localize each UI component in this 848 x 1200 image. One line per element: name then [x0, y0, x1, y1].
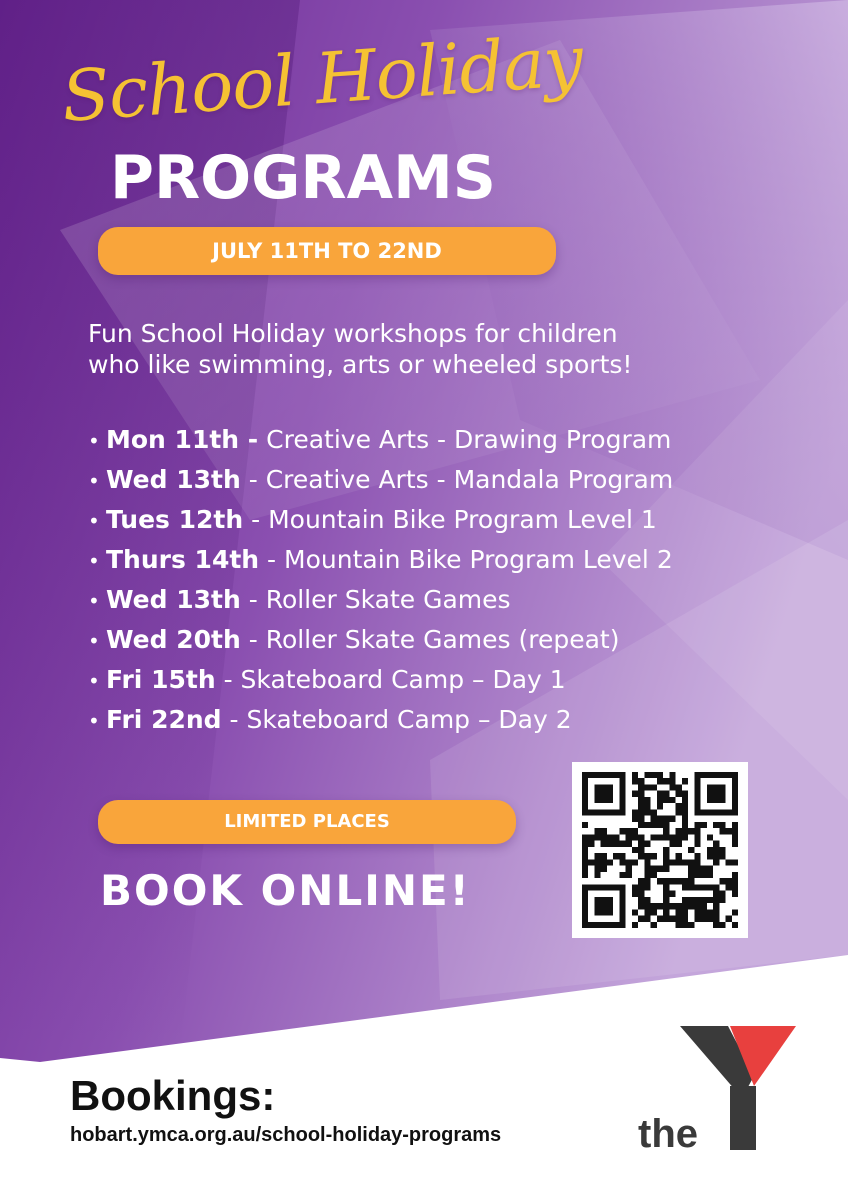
schedule-day: Wed 20th — [106, 625, 241, 654]
schedule-item — [88, 580, 788, 620]
schedule-item — [88, 660, 788, 700]
schedule-program: - Skateboard Camp – Day 2 — [221, 705, 572, 734]
bullet-icon: • — [88, 669, 100, 693]
schedule-item — [88, 500, 788, 540]
schedule-program: - Skateboard Camp – Day 1 — [215, 665, 566, 694]
bullet-icon: • — [88, 429, 100, 453]
schedule-item — [88, 540, 788, 580]
main-title: PROGRAMS — [110, 143, 496, 213]
schedule-day: Thurs 14th — [106, 545, 260, 574]
schedule-program: Creative Arts - Drawing Program — [258, 425, 672, 454]
bullet-icon: • — [88, 469, 100, 493]
schedule-day: Fri 22nd — [106, 705, 222, 734]
schedule-list — [88, 420, 788, 740]
bookings-url-link[interactable]: hobart.ymca.org.au/school-holiday-programs — [70, 1124, 502, 1146]
schedule-item — [88, 420, 788, 460]
schedule-program: - Roller Skate Games (repeat) — [240, 625, 620, 654]
schedule-program: - Mountain Bike Program Level 2 — [259, 545, 673, 574]
schedule-program: - Mountain Bike Program Level 1 — [243, 505, 657, 534]
bookings-label: Bookings: — [70, 1072, 276, 1119]
schedule-program: - Roller Skate Games — [240, 585, 511, 614]
schedule-day: Mon 11th - — [106, 425, 259, 454]
intro-line-1: Fun School Holiday workshops for children — [88, 319, 618, 348]
schedule-day: Wed 13th — [106, 585, 241, 614]
schedule-day: Wed 13th — [106, 465, 241, 494]
limited-places-badge: LIMITED PLACES — [98, 800, 516, 844]
logo-y-stem — [730, 1086, 756, 1150]
bullet-icon: • — [88, 509, 100, 533]
schedule-item — [88, 700, 788, 740]
intro-text — [88, 318, 768, 380]
intro-line-2: who like swimming, arts or wheeled sports! — [88, 350, 633, 379]
qr-code-graphic — [582, 772, 738, 928]
schedule-program: - Creative Arts - Mandala Program — [240, 465, 674, 494]
bullet-icon: • — [88, 709, 100, 733]
bullet-icon: • — [88, 549, 100, 573]
bullet-icon: • — [88, 589, 100, 613]
script-title: School Holiday — [59, 19, 585, 138]
book-online-heading: BOOK ONLINE! — [100, 866, 471, 915]
logo-the-text: the — [638, 1112, 698, 1156]
schedule-day: Tues 12th — [106, 505, 244, 534]
dates-badge: JULY 11TH TO 22ND — [98, 227, 556, 275]
qr-code-icon[interactable] — [572, 762, 748, 938]
schedule-item — [88, 620, 788, 660]
bullet-icon: • — [88, 629, 100, 653]
schedule-day: Fri 15th — [106, 665, 216, 694]
schedule-item — [88, 460, 788, 500]
